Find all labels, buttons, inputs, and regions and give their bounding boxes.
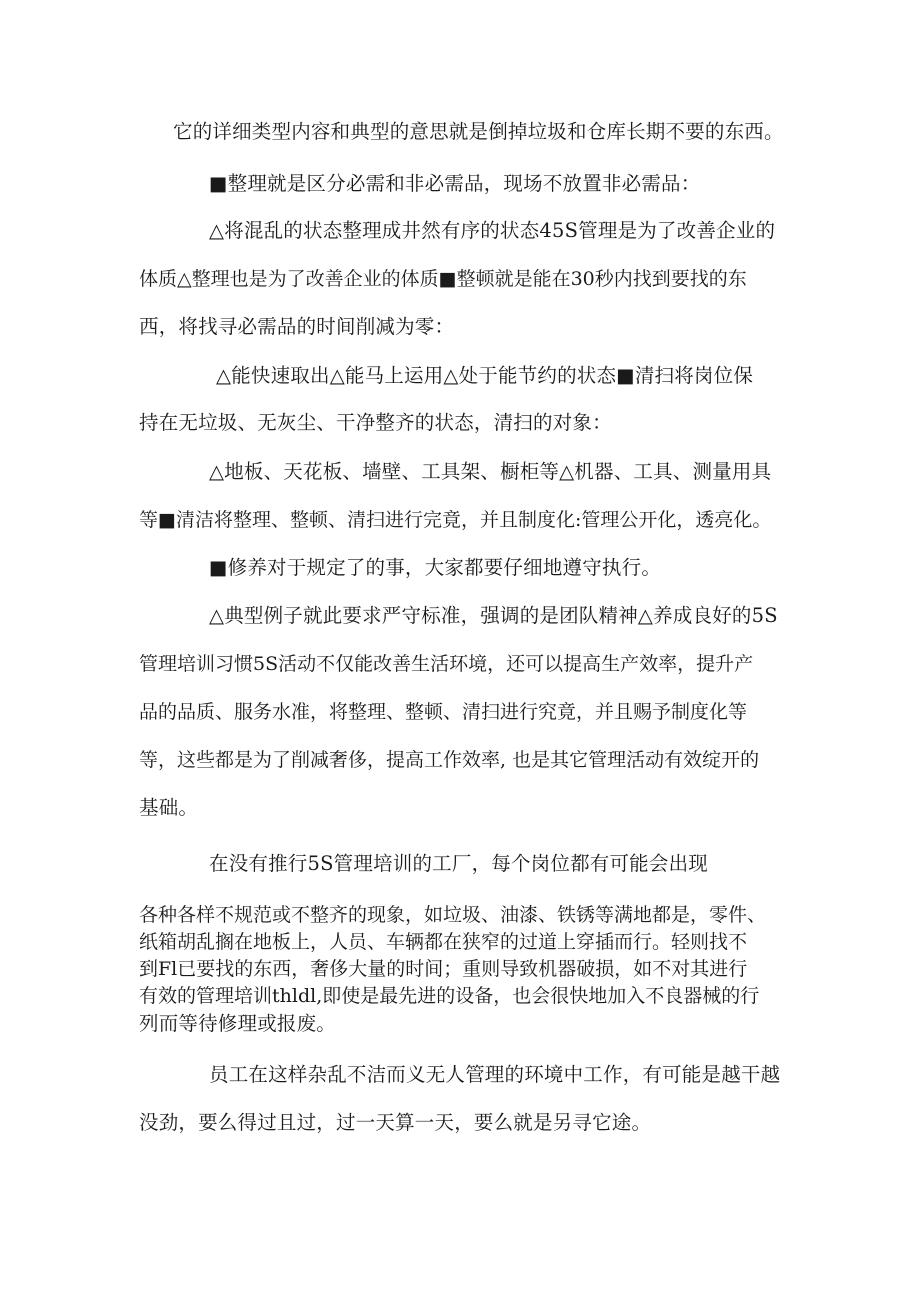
text-line: 在没有推行5S管理培训的工厂，每个岗位都有可能会出现 [209, 852, 708, 875]
text-line: 到Fl已要找的东西，奢侈大量的时间；重则导致机器破损，如不对其进行 [139, 958, 748, 980]
text-line: △将混乱的状态整理成井然有序的状态45S管理是为了改善企业的 [209, 219, 776, 242]
text-line: 员工在这样杂乱不洁而义无人管理的环境中工作，有可能是越干越 [209, 1063, 781, 1086]
text-line: 管理培训习惯5S活动不仅能改善生活环境，还可以提高生产效率，提升产 [139, 653, 754, 675]
text-line: 基础。 [139, 796, 199, 819]
text-line: 有效的管理培训thldl,即使是最先进的设备，也会很快地加入不良器械的行 [139, 985, 760, 1007]
text-line: 它的详细类型内容和典型的意思就是倒掉垃圾和仓库长期不要的东西。 [173, 120, 784, 143]
text-line: 西，将找寻必需品的时间削减为零： [139, 315, 455, 338]
text-line: △能快速取出△能马上运用△处于能节约的状态■清扫将岗位保 [216, 364, 754, 387]
text-line: 各种各样不规范或不整齐的现象，如垃圾、油漆、铁锈等满地都是，零件、 [139, 904, 767, 926]
text-line: 纸箱胡乱搁在地板上，人员、车辆都在狭窄的过道上穿插而行。轻则找不 [139, 931, 748, 953]
text-line: 等，这些都是为了削减奢侈，提高工作效率, 也是其它管理活动有效绽开的 [139, 749, 760, 771]
text-line: 品的品质、服务水准，将整理、整顿、清扫进行究竟，并且赐予制度化等 [139, 701, 748, 723]
text-line: △典型例子就此要求严守标准，强调的是团队精神△养成良好的5S [209, 604, 778, 627]
text-line: 等■清洁将整理、整顿、清扫进行完竟，并且制度化:管理公开化，透亮化。 [139, 509, 772, 531]
text-line: 没劲，要么得过且过，过一天算一天，要么就是另寻它途。 [139, 1111, 652, 1134]
text-line: △地板、天花板、墙壁、工具架、橱柜等△机器、工具、测量用具 [209, 460, 772, 483]
text-line: ■整理就是区分必需和非必需品，现场不放置非必需品： [209, 172, 701, 195]
text-line: ■修养对于规定了的事，大家都要仔细地遵守执行。 [209, 556, 662, 579]
text-line: 持在无垃圾、无灰尘、干净整齐的状态，清扫的对象： [139, 411, 612, 434]
text-line: 列而等待修理或报废。 [139, 1012, 337, 1035]
text-line: 体质△整理也是为了改善企业的体质■整顿就是能在30秒内找到要找的东 [139, 268, 747, 290]
